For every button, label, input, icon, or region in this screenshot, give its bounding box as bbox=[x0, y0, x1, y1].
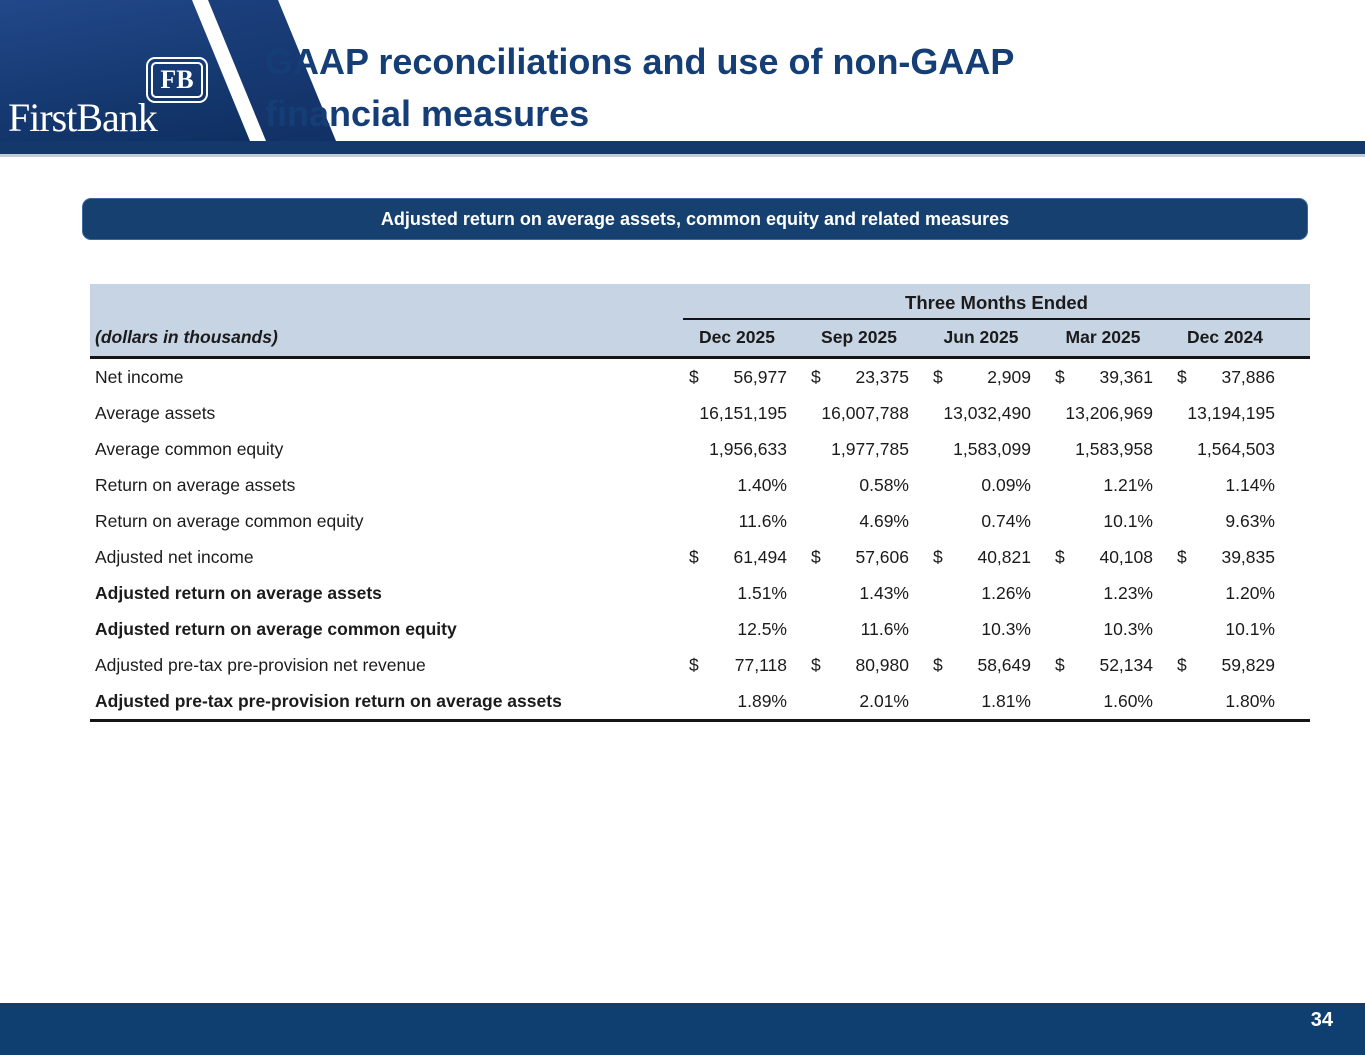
table-cell bbox=[927, 619, 1049, 640]
table-row-header: (dollars in thousands) bbox=[95, 327, 278, 347]
table-cell bbox=[1049, 511, 1171, 532]
table-group-header: Three Months Ended bbox=[683, 292, 1310, 320]
table-row bbox=[90, 431, 1310, 467]
table-cell bbox=[1171, 619, 1293, 640]
table-row bbox=[90, 611, 1310, 647]
table-cell bbox=[927, 583, 1049, 604]
cell-value: 10.3% bbox=[981, 618, 1031, 639]
cell-value: 1,564,503 bbox=[1197, 438, 1275, 459]
table-cell bbox=[683, 619, 805, 640]
cell-value: 1,977,785 bbox=[831, 438, 909, 459]
table-cell bbox=[683, 547, 805, 568]
dollar-sign: $ bbox=[1055, 366, 1065, 387]
cell-value: 1.20% bbox=[1225, 582, 1275, 603]
table-row bbox=[90, 395, 1310, 431]
table-cell bbox=[1049, 475, 1171, 496]
dollar-sign: $ bbox=[811, 546, 821, 567]
table-cell bbox=[1171, 367, 1293, 388]
table-column-header-row bbox=[90, 320, 1310, 356]
cell-value: 23,375 bbox=[855, 366, 909, 387]
table-cell bbox=[1049, 403, 1171, 424]
cell-value: 0.58% bbox=[859, 474, 909, 495]
table-cell bbox=[805, 547, 927, 568]
dollar-sign: $ bbox=[689, 366, 699, 387]
row-label: Adjusted pre-tax pre-provision net revenue bbox=[95, 654, 426, 675]
table-cell bbox=[927, 367, 1049, 388]
cell-value: 13,206,969 bbox=[1065, 402, 1153, 423]
table-cell bbox=[1171, 547, 1293, 568]
dollar-sign: $ bbox=[811, 654, 821, 675]
table-cell bbox=[683, 655, 805, 676]
cell-value: 11.6% bbox=[860, 618, 909, 639]
cell-value: 10.1% bbox=[1103, 510, 1153, 531]
row-label: Return on average common equity bbox=[95, 510, 364, 531]
table-cell bbox=[1049, 655, 1171, 676]
dollar-sign: $ bbox=[1055, 546, 1065, 567]
financial-table bbox=[90, 284, 1310, 722]
row-label: Adjusted pre-tax pre-provision return on average assets bbox=[95, 690, 562, 711]
table-cell bbox=[805, 655, 927, 676]
cell-value: 77,118 bbox=[734, 654, 787, 675]
dollar-sign: $ bbox=[1177, 366, 1187, 387]
cell-value: 80,980 bbox=[855, 654, 909, 675]
table-cell bbox=[683, 691, 805, 712]
table-cell bbox=[1171, 439, 1293, 460]
table-cell bbox=[927, 403, 1049, 424]
table-cell bbox=[1171, 583, 1293, 604]
cell-value: 0.09% bbox=[981, 474, 1031, 495]
column-header: Jun 2025 bbox=[943, 327, 1019, 347]
header-divider-bar bbox=[0, 141, 1365, 154]
cell-value: 1.43% bbox=[859, 582, 909, 603]
row-label: Average assets bbox=[95, 402, 216, 423]
row-label: Return on average assets bbox=[95, 474, 296, 495]
table-cell bbox=[927, 547, 1049, 568]
row-label: Adjusted return on average common equity bbox=[95, 618, 457, 639]
table-cell bbox=[683, 367, 805, 388]
cell-value: 1.60% bbox=[1103, 690, 1153, 711]
cell-value: 61,494 bbox=[733, 546, 787, 567]
cell-value: 4.69% bbox=[859, 510, 909, 531]
section-banner: Adjusted return on average assets, common equity and related measures bbox=[82, 198, 1308, 240]
table-cell bbox=[927, 475, 1049, 496]
table-cell bbox=[1171, 511, 1293, 532]
cell-value: 1.14% bbox=[1225, 474, 1275, 495]
table-cell bbox=[1049, 439, 1171, 460]
cell-value: 57,606 bbox=[855, 546, 909, 567]
table-row bbox=[90, 467, 1310, 503]
table-row bbox=[90, 683, 1310, 719]
table-header bbox=[90, 284, 1310, 359]
cell-value: 1.89% bbox=[737, 690, 787, 711]
cell-value: 1,956,633 bbox=[709, 438, 787, 459]
table-cell bbox=[927, 655, 1049, 676]
table-cell bbox=[805, 367, 927, 388]
table-cell bbox=[683, 583, 805, 604]
cell-value: 59,829 bbox=[1221, 654, 1275, 675]
dollar-sign: $ bbox=[1055, 654, 1065, 675]
table-cell bbox=[805, 439, 927, 460]
page-title-line-1: GAAP reconciliations and use of non-GAAP bbox=[265, 41, 1015, 82]
cell-value: 1.26% bbox=[981, 582, 1031, 603]
cell-value: 1.40% bbox=[737, 474, 787, 495]
table-cell bbox=[805, 619, 927, 640]
cell-value: 2.01% bbox=[859, 690, 909, 711]
table-cell bbox=[1049, 367, 1171, 388]
table-cell bbox=[683, 475, 805, 496]
table-row bbox=[90, 539, 1310, 575]
cell-value: 40,821 bbox=[977, 546, 1031, 567]
cell-value: 13,194,195 bbox=[1187, 402, 1275, 423]
page-number: 34 bbox=[1310, 1009, 1333, 1031]
cell-value: 56,977 bbox=[733, 366, 787, 387]
table-row bbox=[90, 647, 1310, 683]
dollar-sign: $ bbox=[933, 366, 943, 387]
column-header: Dec 2024 bbox=[1187, 327, 1263, 347]
dollar-sign: $ bbox=[1177, 654, 1187, 675]
dollar-sign: $ bbox=[811, 366, 821, 387]
cell-value: 1.80% bbox=[1225, 690, 1275, 711]
dollar-sign: $ bbox=[689, 654, 699, 675]
cell-value: 1.51% bbox=[737, 582, 787, 603]
cell-value: 1,583,958 bbox=[1075, 438, 1153, 459]
table-cell bbox=[683, 403, 805, 424]
footer-bar bbox=[0, 1003, 1365, 1055]
cell-value: 0.74% bbox=[981, 510, 1031, 531]
table-cell bbox=[1171, 655, 1293, 676]
table-cell bbox=[1171, 403, 1293, 424]
row-label: Adjusted net income bbox=[95, 546, 254, 567]
cell-value: 10.3% bbox=[1103, 618, 1153, 639]
dollar-sign: $ bbox=[933, 546, 943, 567]
page-title-line-2: financial measures bbox=[265, 93, 590, 134]
cell-value: 9.63% bbox=[1225, 510, 1275, 531]
cell-value: 39,835 bbox=[1221, 546, 1275, 567]
table-cell bbox=[805, 691, 927, 712]
row-label: Adjusted return on average assets bbox=[95, 582, 382, 603]
cell-value: 39,361 bbox=[1099, 366, 1153, 387]
column-header: Dec 2025 bbox=[699, 327, 775, 347]
cell-value: 11.6% bbox=[738, 510, 787, 531]
header bbox=[0, 0, 1365, 141]
cell-value: 16,151,195 bbox=[699, 402, 787, 423]
table-cell bbox=[927, 511, 1049, 532]
table-body bbox=[90, 359, 1310, 722]
table-cell bbox=[805, 511, 927, 532]
table-group-header-row bbox=[90, 292, 1310, 320]
dollar-sign: $ bbox=[689, 546, 699, 567]
firstbank-wordmark: FirstBank bbox=[8, 95, 157, 140]
cell-value: 1.23% bbox=[1103, 582, 1153, 603]
cell-value: 1,583,099 bbox=[953, 438, 1031, 459]
table-cell bbox=[927, 691, 1049, 712]
dollar-sign: $ bbox=[1177, 546, 1187, 567]
cell-value: 1.81% bbox=[981, 690, 1031, 711]
table-cell bbox=[1049, 583, 1171, 604]
table-cell bbox=[805, 403, 927, 424]
cell-value: 12.5% bbox=[737, 618, 787, 639]
cell-value: 16,007,788 bbox=[821, 402, 909, 423]
table-cell bbox=[927, 439, 1049, 460]
column-header: Mar 2025 bbox=[1065, 327, 1141, 347]
table-cell bbox=[1049, 547, 1171, 568]
table-cell bbox=[1049, 691, 1171, 712]
row-label: Average common equity bbox=[95, 438, 284, 459]
table-cell bbox=[805, 583, 927, 604]
table-row bbox=[90, 575, 1310, 611]
table-cell bbox=[1171, 475, 1293, 496]
table-cell bbox=[683, 439, 805, 460]
table-group-header-spacer bbox=[90, 292, 683, 320]
dollar-sign: $ bbox=[933, 654, 943, 675]
cell-value: 40,108 bbox=[1099, 546, 1153, 567]
table-row bbox=[90, 503, 1310, 539]
table-cell bbox=[1049, 619, 1171, 640]
cell-value: 58,649 bbox=[977, 654, 1031, 675]
table-row bbox=[90, 359, 1310, 395]
cell-value: 10.1% bbox=[1225, 618, 1275, 639]
cell-value: 37,886 bbox=[1221, 366, 1275, 387]
cell-value: 2,909 bbox=[987, 366, 1031, 387]
cell-value: 1.21% bbox=[1103, 474, 1153, 495]
fb-emblem-letters: FB bbox=[151, 62, 203, 98]
row-label: Net income bbox=[95, 366, 184, 387]
table-cell bbox=[1171, 691, 1293, 712]
page-title bbox=[265, 36, 1014, 140]
header-divider-rule bbox=[0, 154, 1365, 157]
cell-value: 13,032,490 bbox=[943, 402, 1031, 423]
column-header: Sep 2025 bbox=[821, 327, 897, 347]
table-cell bbox=[805, 475, 927, 496]
table-cell bbox=[683, 511, 805, 532]
cell-value: 52,134 bbox=[1099, 654, 1153, 675]
